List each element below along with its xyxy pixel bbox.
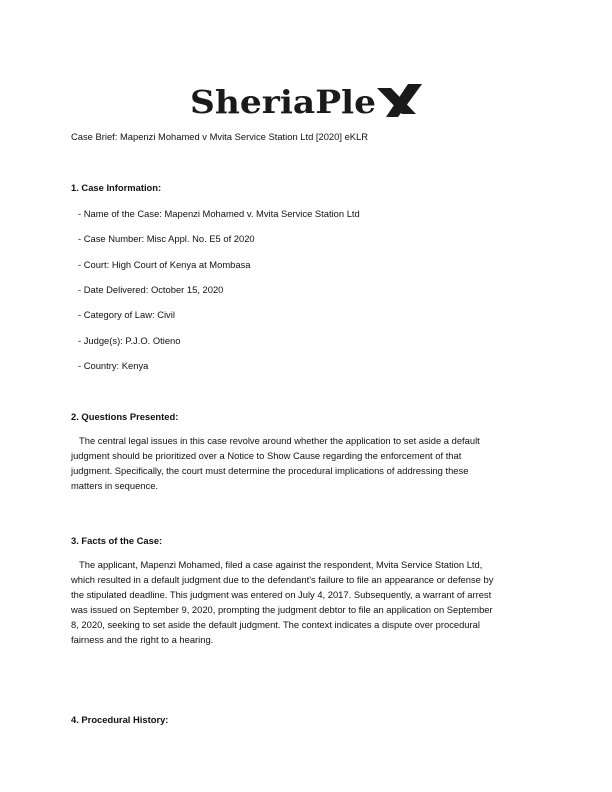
section-heading-case-information: 1. Case Information: (71, 182, 162, 193)
section-heading-questions-presented: 2. Questions Presented: (71, 411, 179, 422)
paragraph-line: The applicant, Mapenzi Mohamed, filed a case against the respondent, Mvita Service Station Ltd, (79, 559, 483, 570)
paragraph-line: the stipulated deadline. This judgment was entered on July 4, 2017. Subsequently, a warrant of arrest (71, 588, 492, 600)
case-info-item: - Name of the Case: Mapenzi Mohamed v. Mvita Service Station Ltd (78, 208, 360, 219)
paragraph-line: fairness and the right to a hearing. (71, 633, 214, 645)
case-info-item: - Case Number: Misc Appl. No. E5 of 2020 (78, 233, 255, 244)
logo-x-mark (377, 84, 422, 117)
paragraph-line: matters in sequence. (71, 479, 159, 491)
paragraph-line: The central legal issues in this case revolve around whether the application to set aside a default (79, 435, 480, 446)
case-info-item: - Judge(s): P.J.O. Otieno (78, 335, 181, 346)
paragraph-line: which resulted in a default judgment due to the defendant's failure to file an appearance or defense by (71, 573, 494, 585)
case-brief-title: Case Brief: Mapenzi Mohamed v Mvita Service Station Ltd [2020] eKLR (71, 131, 369, 142)
paragraph-line: 8, 2020, seeking to set aside the default judgment. The context indicates a dispute over procedural (71, 618, 480, 630)
case-info-item: - Country: Kenya (78, 360, 149, 371)
paragraph-line: judgment. Specifically, the court must determine the procedural implications of addressing these (71, 464, 469, 476)
paragraph-line: judgment should be prioritized over a Notice to Show Cause regarding the enforcement of that (71, 449, 462, 461)
facts-paragraph (71, 558, 523, 647)
paragraph-line: was issued on September 9, 2020, prompting the judgment debtor to file an application on September (71, 603, 493, 615)
case-info-item: - Date Delivered: October 15, 2020 (78, 284, 224, 295)
section-heading-procedural-history: 4. Procedural History: (71, 714, 169, 725)
sheriaplex-logo (0, 80, 612, 124)
questions-paragraph (71, 434, 523, 494)
case-info-item: - Court: High Court of Kenya at Mombasa (78, 259, 251, 270)
section-heading-facts-of-the-case: 3. Facts of the Case: (71, 535, 163, 546)
case-info-item: - Category of Law: Civil (78, 309, 175, 320)
logo-wordmark: SheriaPle (190, 83, 376, 121)
